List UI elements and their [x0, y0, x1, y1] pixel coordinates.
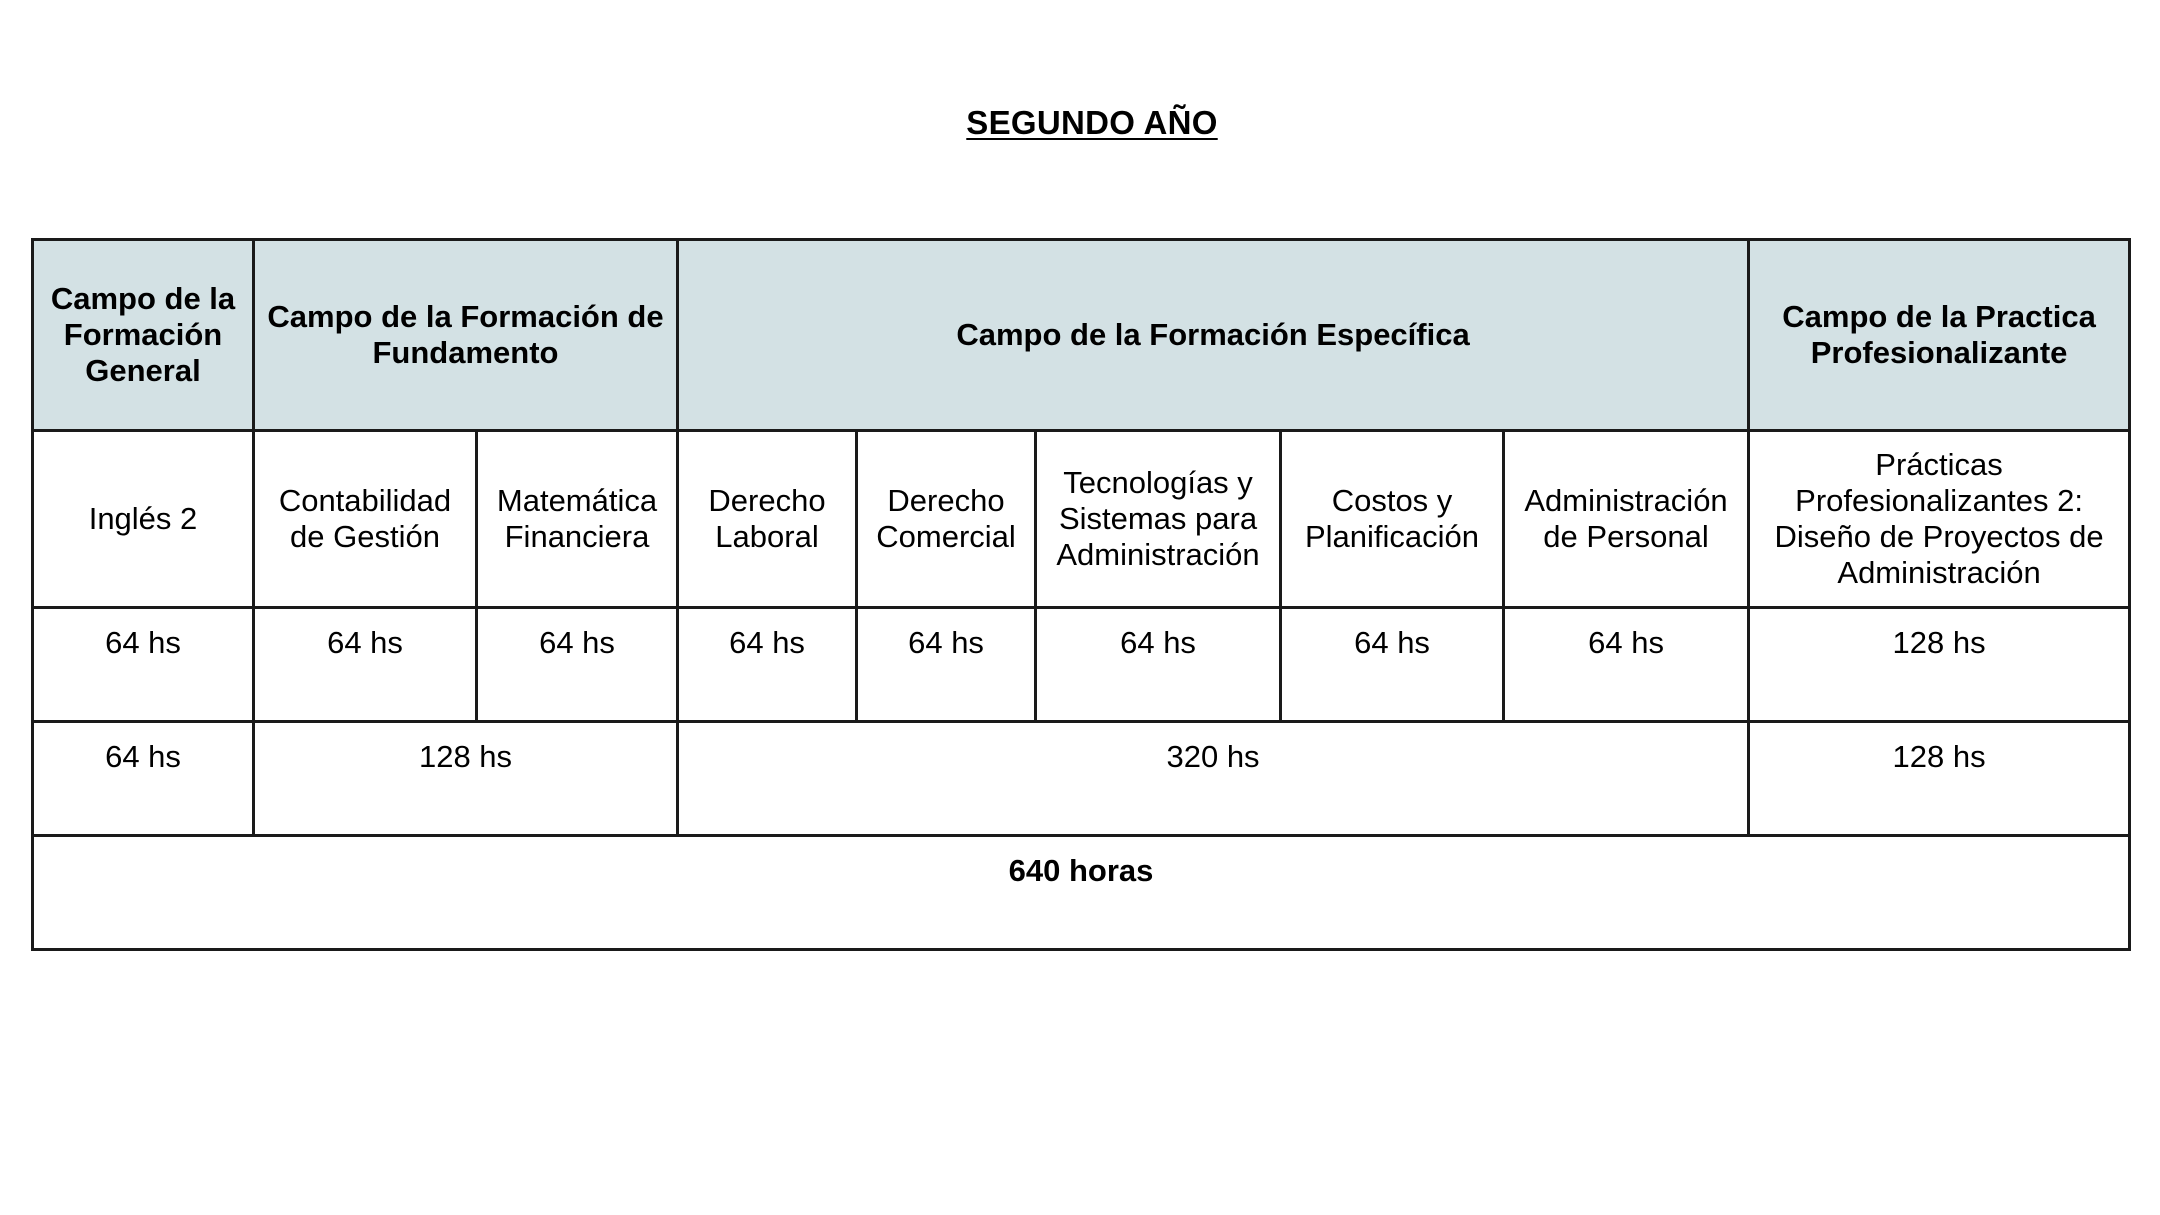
- grand-total: 640 horas: [33, 836, 2130, 950]
- hours-derecho-laboral: 64 hs: [678, 608, 857, 722]
- field-totals-row: [33, 722, 2130, 836]
- hours-costos: 64 hs: [1281, 608, 1504, 722]
- total-fundamento: 128 hs: [254, 722, 678, 836]
- subject-practicas: Prácticas Profesionalizantes 2: Diseño de Proyectos de Administración: [1749, 431, 2130, 608]
- field-header-row: [33, 240, 2130, 431]
- page-title: SEGUNDO AÑO: [966, 104, 1218, 141]
- subject-contabilidad: Contabilidad de Gestión: [254, 431, 477, 608]
- hours-derecho-comercial: 64 hs: [857, 608, 1036, 722]
- hours-administracion-personal: 64 hs: [1504, 608, 1749, 722]
- hours-contabilidad: 64 hs: [254, 608, 477, 722]
- subject-hours-row: [33, 608, 2130, 722]
- subject-administracion-personal: Administración de Personal: [1504, 431, 1749, 608]
- curriculum-table: [31, 238, 2131, 951]
- subject-derecho-comercial: Derecho Comercial: [857, 431, 1036, 608]
- total-especifica: 320 hs: [678, 722, 1749, 836]
- hours-practicas: 128 hs: [1749, 608, 2130, 722]
- total-practica: 128 hs: [1749, 722, 2130, 836]
- subject-derecho-laboral: Derecho Laboral: [678, 431, 857, 608]
- grand-total-row: [33, 836, 2130, 950]
- hours-tecnologias: 64 hs: [1036, 608, 1281, 722]
- subject-row: [33, 431, 2130, 608]
- subject-costos: Costos y Planificación: [1281, 431, 1504, 608]
- subject-tecnologias: Tecnologías y Sistemas para Administración: [1036, 431, 1281, 608]
- hours-ingles: 64 hs: [33, 608, 254, 722]
- total-general: 64 hs: [33, 722, 254, 836]
- field-fundamento-header: Campo de la Formación de Fundamento: [254, 240, 678, 431]
- hours-matematica: 64 hs: [477, 608, 678, 722]
- field-general-header: Campo de la Formación General: [33, 240, 254, 431]
- field-practica-header: Campo de la Practica Profesionalizante: [1749, 240, 2130, 431]
- subject-matematica: Matemática Financiera: [477, 431, 678, 608]
- subject-ingles: Inglés 2: [33, 431, 254, 608]
- field-especifica-header: Campo de la Formación Específica: [678, 240, 1749, 431]
